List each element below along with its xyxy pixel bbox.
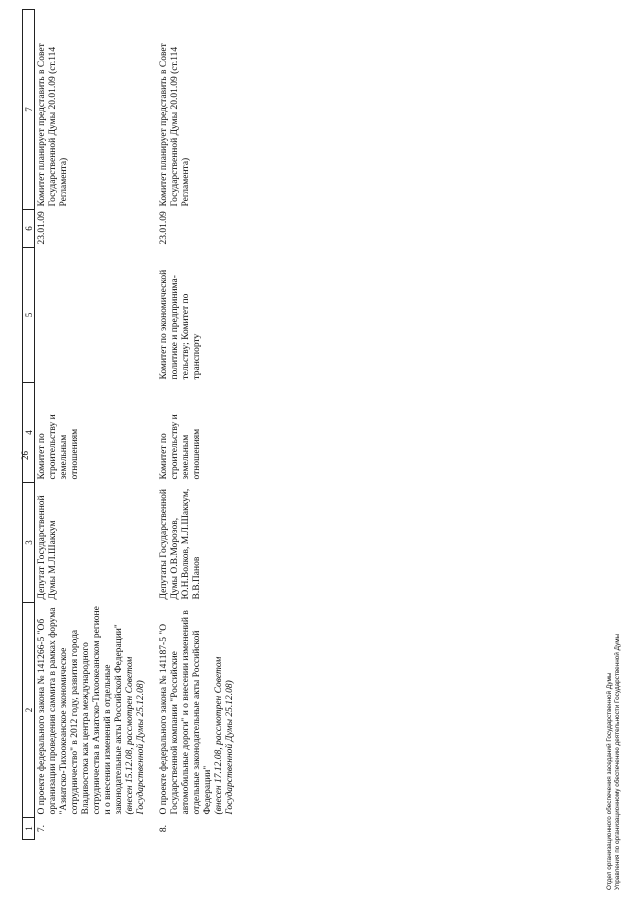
action-cell: Комитет планирует представить в Совет Государственной Думы 20.01.09 (ст.114 Регламента) bbox=[159, 43, 191, 207]
bill-cell bbox=[35, 603, 158, 818]
bill-cell bbox=[157, 603, 246, 818]
bill-note: (внесен 17.12.08, рассмотрен Советом Государственной Думы 25.12.08) bbox=[214, 656, 235, 815]
page-number: 26 bbox=[20, 451, 30, 460]
committee-cell: Комитет по строительству и земельным отношениям bbox=[159, 414, 202, 480]
table-row bbox=[35, 10, 158, 840]
footer-line: Управления по организационному обеспечению деятельности Государственной Думы bbox=[614, 633, 621, 890]
row-number: 7. bbox=[37, 824, 47, 833]
footer-line: Отдел организационного обеспечения заседаний Государственной Думы bbox=[606, 672, 613, 890]
column-header: 4 bbox=[23, 383, 35, 483]
date-cell: 23.01.09 bbox=[159, 211, 169, 245]
column-header: 3 bbox=[23, 483, 35, 603]
co-committee-cell bbox=[35, 248, 158, 383]
co-committee-cell: Комитет по экономической политике и предпринима-тельству; Комитет по транспорту bbox=[159, 269, 202, 380]
row-number: 8. bbox=[159, 824, 169, 833]
table-row bbox=[157, 10, 246, 840]
bill-title: О проекте федерального закона № 141266-5 "Об организации проведения саммита в рамках форума "Азиатско-Тихоокеанское экономическое сотрудничество" в 2012 году, развития города Владивостока как центра международного сотрудничества в Азиатско-Тихоокеанском регионе и о внесении изменений в отдельные законодательные акты Российской Федерации" bbox=[37, 606, 124, 815]
column-header: 6 bbox=[23, 210, 35, 248]
author-cell: Депутат Государственной Думы М.Л.Шаккум bbox=[37, 495, 58, 600]
author-cell: Депутаты Государственной Думы О.В.Морозов, Ю.Н.Волков, М.Л.Шаккум, В.В.Панов bbox=[159, 488, 202, 600]
committee-cell: Комитет по строительству и земельным отношениям bbox=[37, 414, 80, 480]
page-footer bbox=[606, 634, 622, 890]
table-header-row bbox=[23, 10, 35, 840]
bill-title: О проекте федерального закона № 141187-5 "О Государственной компании "Российские автомобильные дороги" и о внесении изменений в отдельные законодательные акты Российской Федерации" bbox=[159, 610, 213, 815]
action-cell: Комитет планирует представить в Совет Государственной Думы 20.01.09 (ст.114 Регламента) bbox=[37, 43, 69, 207]
date-cell: 23.01.09 bbox=[37, 211, 47, 245]
column-header: 2 bbox=[23, 603, 35, 818]
bill-note: (внесен 15.12.08, рассмотрен Советом Государственной Думы 25.12.08) bbox=[125, 656, 146, 815]
column-header: 7 bbox=[23, 10, 35, 210]
bills-table bbox=[22, 9, 246, 840]
column-header: 1 bbox=[23, 818, 35, 840]
column-header: 5 bbox=[23, 248, 35, 383]
